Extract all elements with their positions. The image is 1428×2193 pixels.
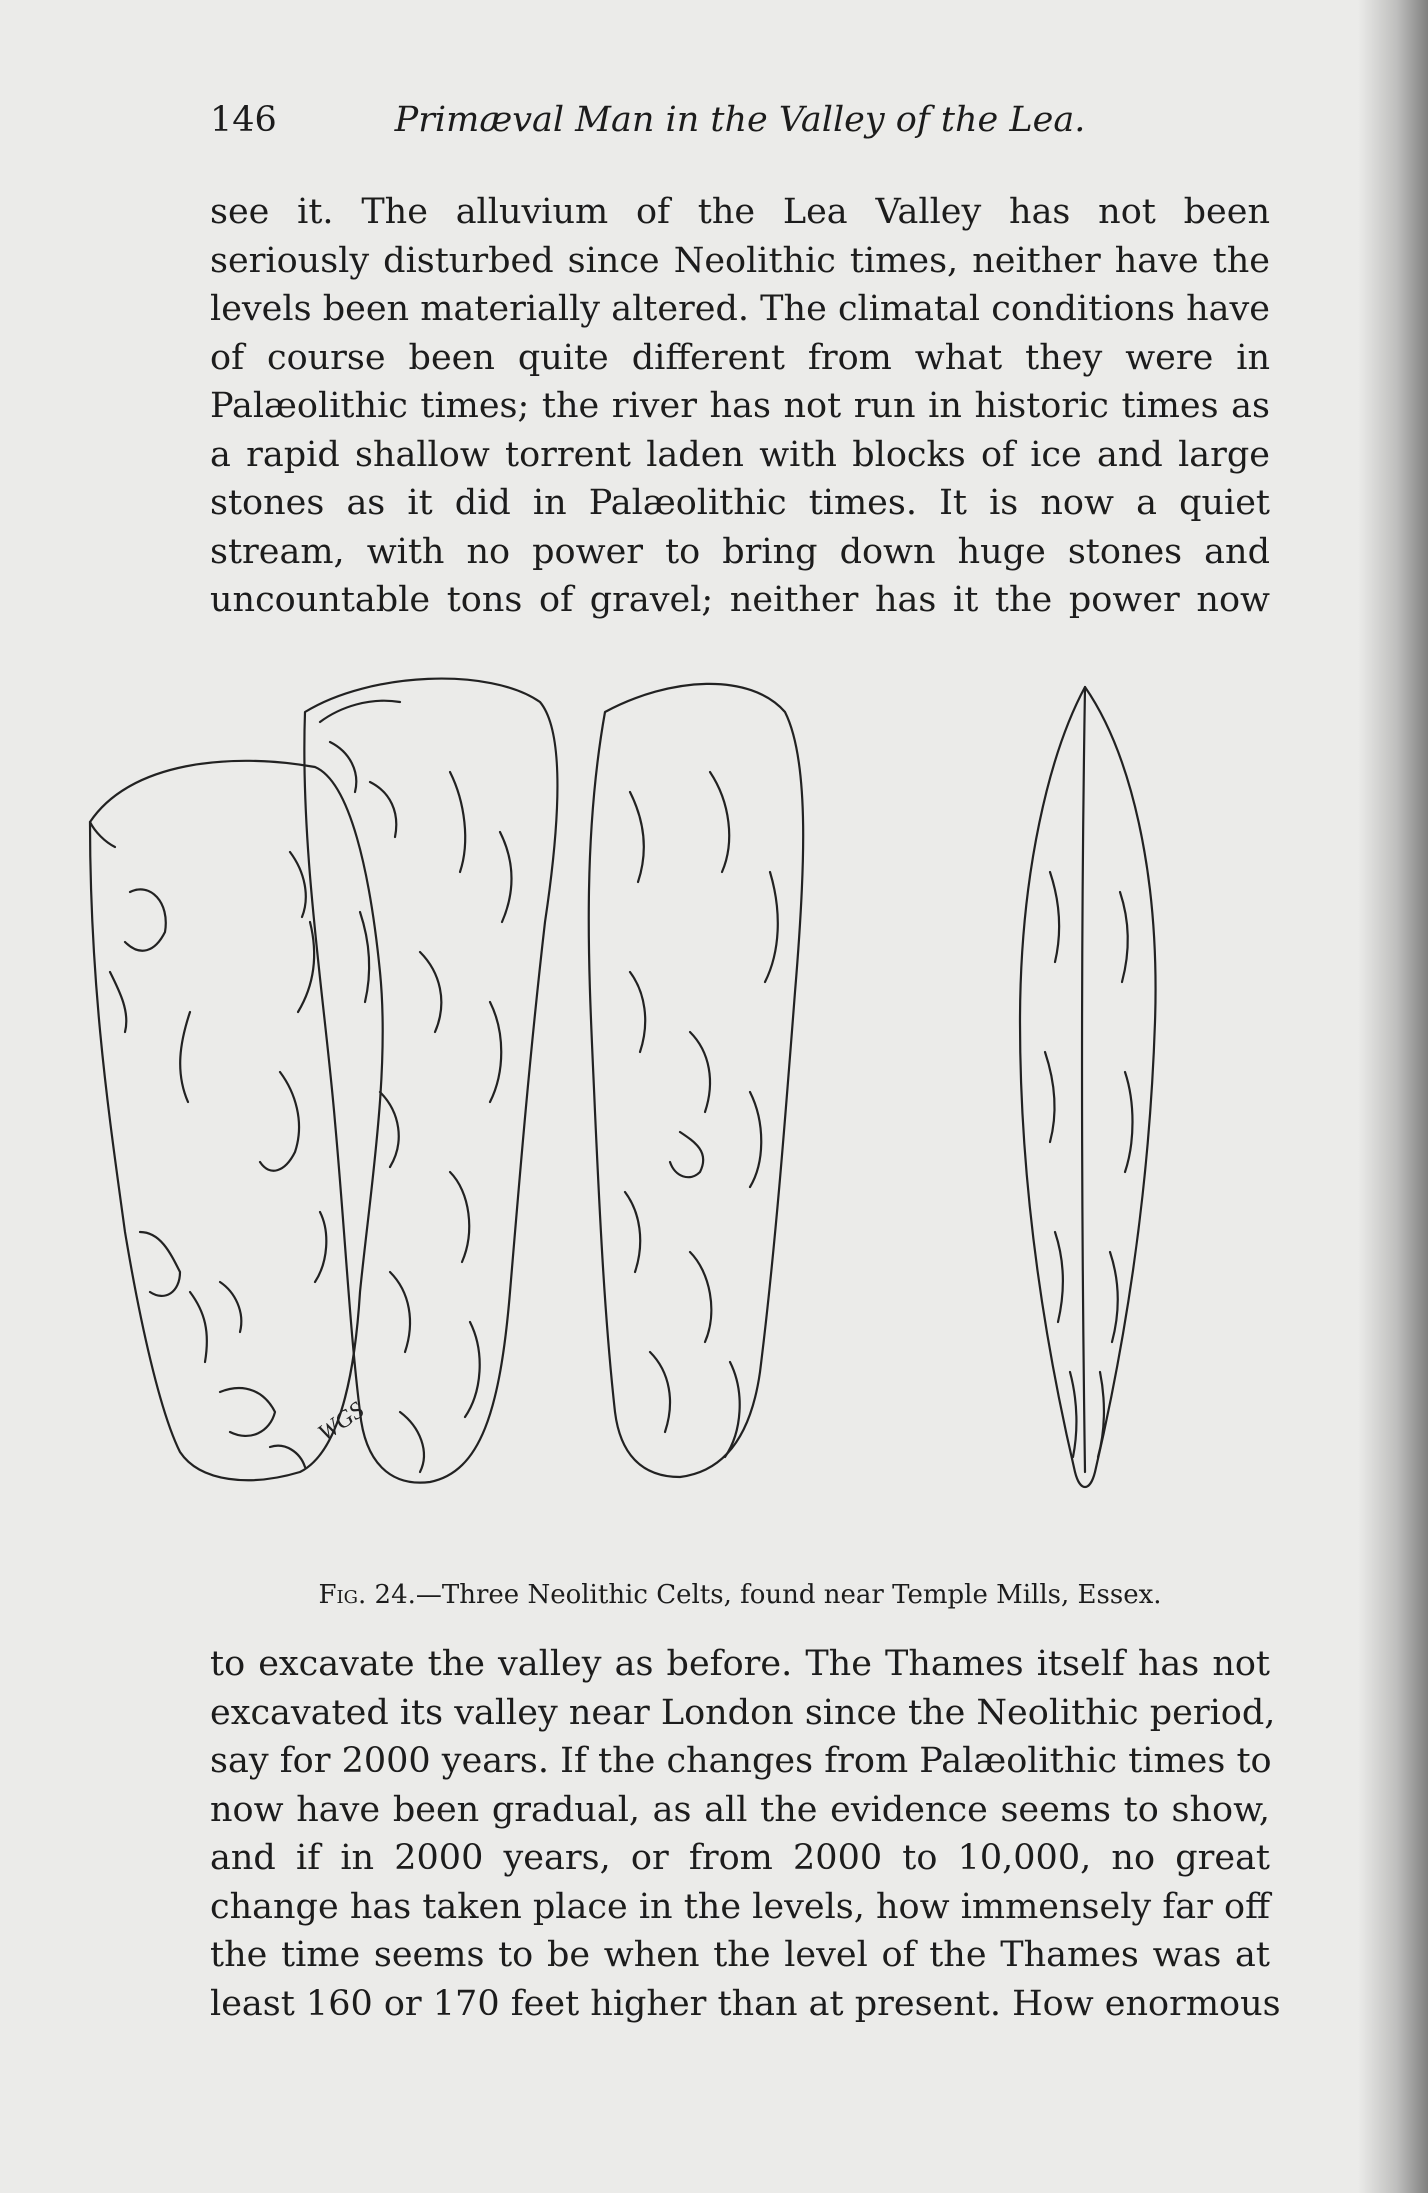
- celt-1-drawing: [90, 761, 383, 1480]
- text-line: a rapid shallow torrent laden with blocks of ice and large: [210, 434, 1270, 475]
- text-line: change has taken place in the levels, how immensely far off: [210, 1886, 1270, 1927]
- figure-caption: [210, 1580, 1270, 1610]
- celt-3-drawing: [589, 684, 803, 1477]
- text-line: see it. The alluvium of the Lea Valley has not been: [210, 192, 1270, 232]
- celts-illustration: [70, 672, 1370, 1592]
- running-title: Primæval Man in the Valley of the Lea.: [394, 100, 1086, 140]
- text-line: now have been gradual, as all the evidence seems to show,: [210, 1789, 1270, 1830]
- page-number: 146: [210, 100, 277, 140]
- text-line: uncountable tons of gravel; neither has it the power now: [210, 580, 1270, 620]
- text-line: and if in 2000 years, or from 2000 to 10,000, no great: [210, 1838, 1270, 1878]
- text-line: to excavate the valley as before. The Thames itself has not: [210, 1644, 1270, 1684]
- text-line: least 160 or 170 feet higher than at present. How enormous: [210, 1983, 1281, 2024]
- text-line: seriously disturbed since Neolithic times, neither have the: [210, 240, 1270, 281]
- text-line: of course been quite different from what they were in: [210, 337, 1270, 378]
- running-head: [210, 100, 1270, 150]
- artist-signature: WGS: [313, 1397, 369, 1447]
- text-line: say for 2000 years. If the changes from Palæolithic times to: [210, 1741, 1272, 1781]
- text-line: stream, with no power to bring down huge stones and: [210, 531, 1270, 572]
- text-line: Palæolithic times; the river has not run in historic times as: [210, 386, 1270, 426]
- celt-4-drawing: [1020, 687, 1156, 1487]
- body-text-bottom: [210, 1640, 1281, 2028]
- text-line: excavated its valley near London since the Neolithic period,: [210, 1692, 1276, 1733]
- figure-caption-text: —Three Neolithic Celts, found near Temple Mills, Essex.: [415, 1580, 1162, 1610]
- text-line: levels been materially altered. The climatal conditions have: [210, 289, 1270, 329]
- text-line: the time seems to be when the level of the Thames was at: [210, 1935, 1270, 1975]
- figure-label: Fig. 24.: [318, 1580, 416, 1610]
- figure-celts: [70, 672, 1370, 1592]
- text-line: stones as it did in Palæolithic times. It is now a quiet: [210, 483, 1270, 523]
- body-text-top: [210, 188, 1270, 625]
